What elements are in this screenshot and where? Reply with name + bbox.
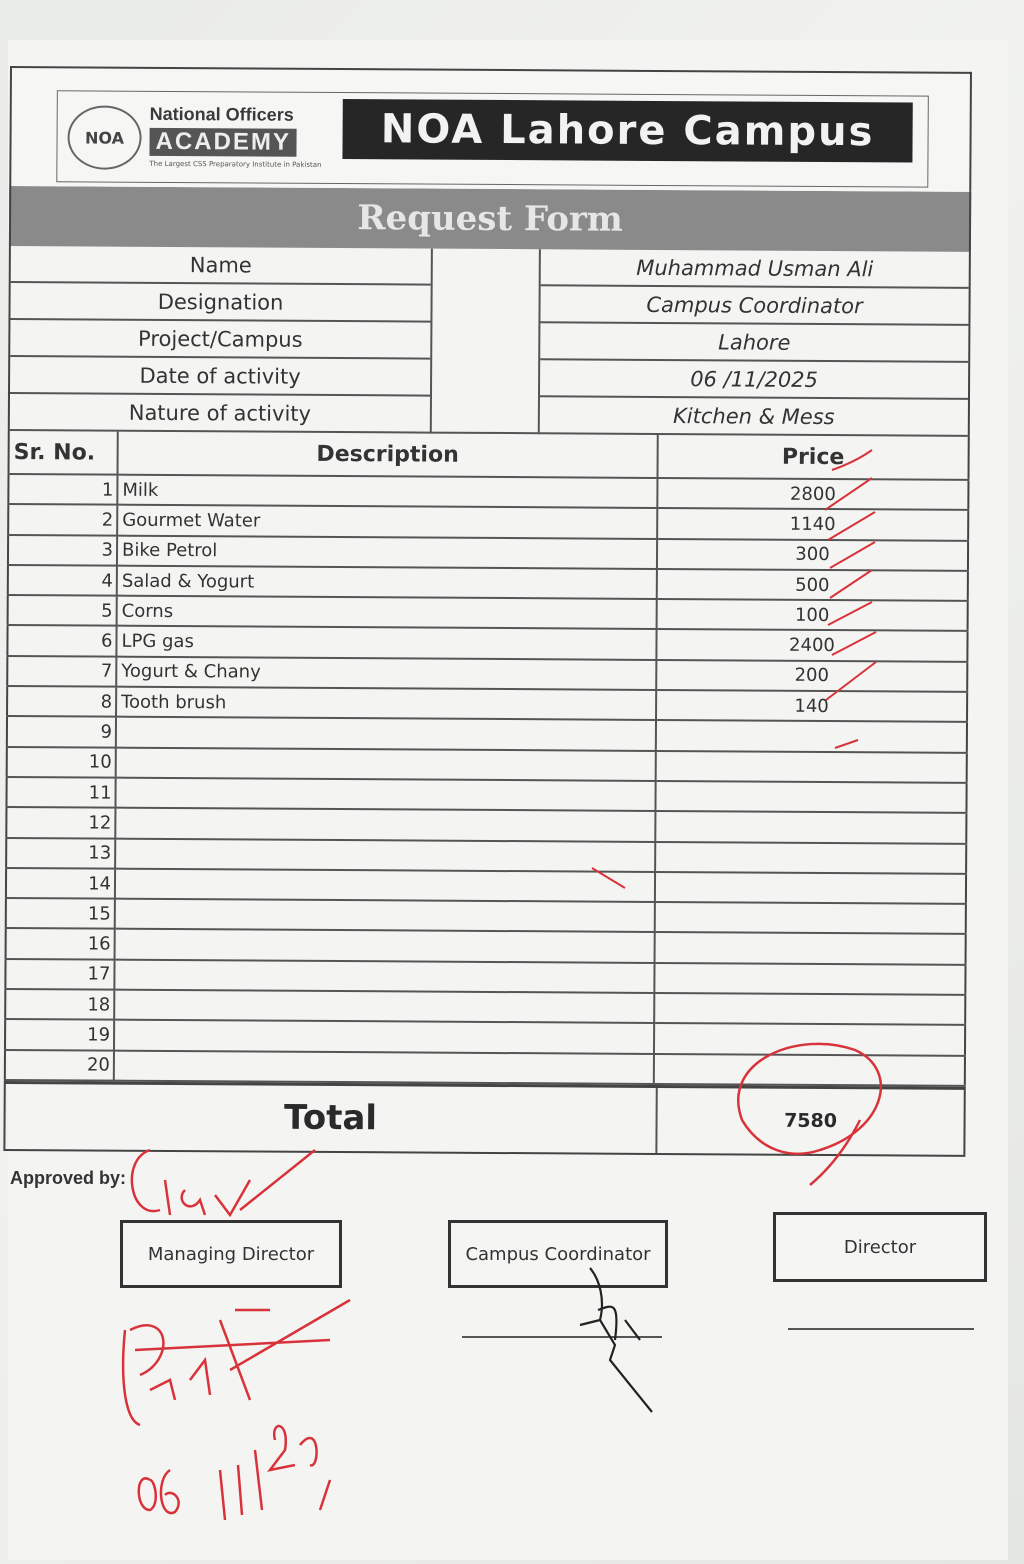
cell-sr: 13 <box>6 838 115 869</box>
info-value: Kitchen & Mess <box>540 397 968 437</box>
cell-price <box>655 842 966 874</box>
header-description: Description <box>118 432 658 478</box>
total-value: 7580 <box>784 1110 838 1133</box>
cell-description <box>115 838 655 872</box>
cell-description <box>115 899 655 933</box>
cell-sr: 17 <box>5 959 114 990</box>
cell-sr: 5 <box>8 595 117 626</box>
cell-sr: 3 <box>8 535 117 566</box>
cell-description: Yogurt & Chany <box>116 656 656 690</box>
cell-sr: 6 <box>7 625 116 656</box>
cell-description <box>114 990 654 1024</box>
cell-price: 100 <box>657 599 968 631</box>
cell-price <box>655 811 966 843</box>
campus-title: NOA Lahore Campus <box>342 99 912 162</box>
cell-description: Bike Petrol <box>117 535 657 569</box>
request-form <box>3 66 972 1157</box>
cell-sr: 18 <box>5 989 114 1020</box>
cell-description <box>114 959 654 993</box>
noa-logo-icon <box>67 105 141 169</box>
coordinator-signature-line <box>462 1336 662 1338</box>
header-price: Price <box>657 435 968 480</box>
cell-price <box>656 751 967 783</box>
cell-price: 2400 <box>656 629 967 661</box>
managing-director-label: Managing Director <box>147 1243 315 1265</box>
info-label: Name <box>11 246 431 286</box>
cell-description <box>114 1020 654 1054</box>
cell-sr: 19 <box>5 1019 114 1050</box>
cell-description: Gourmet Water <box>117 505 657 539</box>
cell-sr: 8 <box>7 686 116 717</box>
cell-sr: 16 <box>6 928 115 959</box>
total-label: Total <box>5 1084 657 1153</box>
cell-price <box>656 720 967 752</box>
cell-price <box>655 872 966 904</box>
cell-sr: 1 <box>8 474 117 505</box>
info-value: Campus Coordinator <box>540 286 968 326</box>
cell-sr: 11 <box>6 777 115 808</box>
info-labels <box>10 246 431 434</box>
cell-sr: 15 <box>6 898 115 929</box>
brand-academy: ACADEMY <box>149 128 297 157</box>
cell-sr: 2 <box>8 504 117 535</box>
cell-description <box>115 929 655 963</box>
cell-price <box>654 1054 965 1086</box>
campus-coordinator-label: Campus Coordinator <box>465 1243 651 1265</box>
campus-coordinator-box <box>448 1220 668 1288</box>
cell-description: Tooth brush <box>116 687 656 721</box>
brand-name: National Officers <box>149 103 294 125</box>
info-spacer <box>430 249 541 435</box>
cell-sr: 4 <box>8 565 117 596</box>
info-value: Lahore <box>540 323 968 363</box>
info-label: Project/Campus <box>10 320 430 360</box>
cell-description: Milk <box>117 475 657 509</box>
cell-price <box>655 932 966 964</box>
cell-price <box>655 902 966 934</box>
cell-description <box>116 747 656 781</box>
cell-sr: 20 <box>5 1050 114 1081</box>
header-frame <box>56 90 929 187</box>
form-title: Request Form <box>9 186 971 252</box>
director-label: Director <box>843 1236 917 1258</box>
items-table <box>4 431 970 1087</box>
cell-price: 1140 <box>657 508 968 540</box>
cell-price <box>654 993 965 1025</box>
cell-sr: 12 <box>6 807 115 838</box>
cell-sr: 10 <box>7 747 116 778</box>
table-header-row <box>9 431 969 480</box>
managing-director-box <box>120 1220 342 1288</box>
cell-description: Corns <box>117 596 657 630</box>
director-box <box>773 1212 987 1282</box>
info-section <box>8 246 971 437</box>
cell-description <box>116 717 656 751</box>
approved-by-label: Approved by: <box>10 1168 127 1188</box>
total-row <box>3 1081 965 1157</box>
cell-description <box>115 778 655 812</box>
cell-price: 140 <box>656 690 967 722</box>
table-row <box>5 1050 965 1086</box>
info-values <box>540 249 969 437</box>
cell-description <box>115 869 655 903</box>
cell-price: 200 <box>656 660 967 692</box>
director-signature-line <box>788 1328 974 1330</box>
header-sr-no: Sr. No. <box>9 431 118 475</box>
form-header <box>9 66 972 192</box>
cell-sr: 14 <box>6 868 115 899</box>
cell-price: 300 <box>657 539 968 571</box>
cell-description <box>114 1050 654 1084</box>
cell-price <box>654 1023 965 1055</box>
cell-price: 2800 <box>657 478 968 510</box>
info-value: 06 /11/2025 <box>540 360 968 400</box>
cell-description <box>115 808 655 842</box>
brand-tagline: The Largest CSS Preparatory Institute in Pakistan <box>149 159 322 169</box>
cell-price: 500 <box>657 569 968 601</box>
cell-price <box>654 963 965 995</box>
cell-sr: 9 <box>7 716 116 747</box>
logo-text: NOA <box>85 127 125 148</box>
cell-description: LPG gas <box>116 626 656 660</box>
info-label: Nature of activity <box>10 394 430 434</box>
info-label: Designation <box>10 283 430 323</box>
cell-price <box>655 781 966 813</box>
cell-description: Salad & Yogurt <box>117 566 657 600</box>
info-value: Muhammad Usman Ali <box>541 249 969 289</box>
info-label: Date of activity <box>10 357 430 397</box>
cell-sr: 7 <box>7 656 116 687</box>
